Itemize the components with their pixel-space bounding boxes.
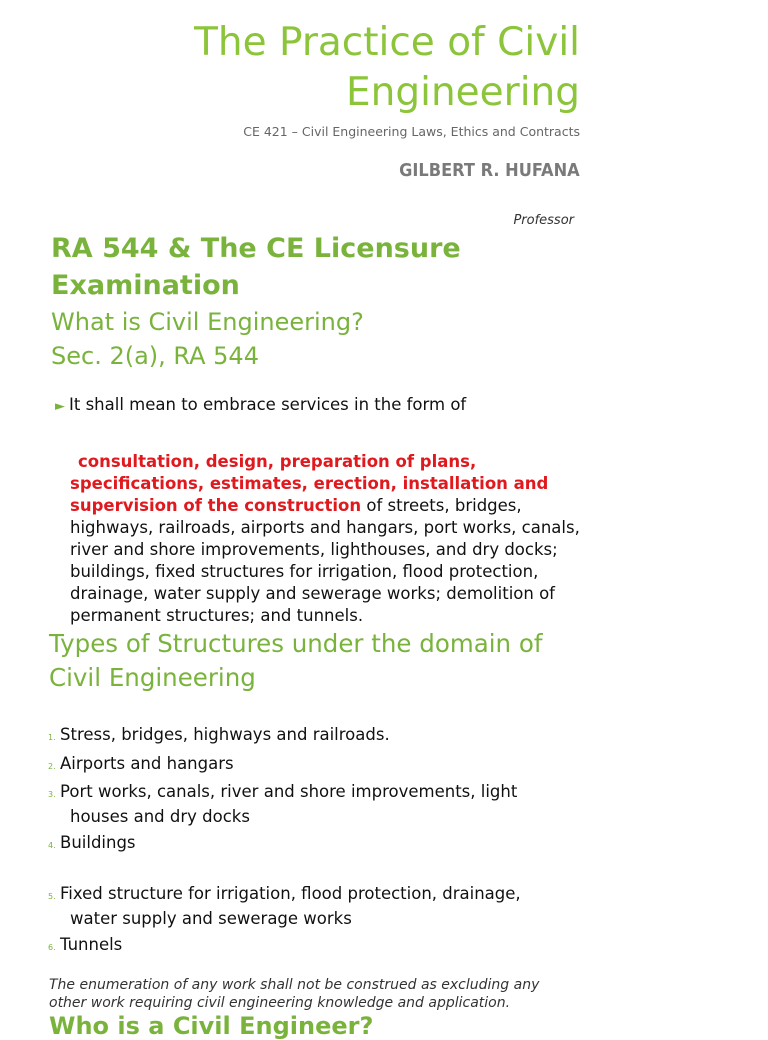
triangle-bullet-icon: ► — [55, 399, 65, 414]
subheading-line-1: What is Civil Engineering? — [51, 308, 364, 336]
definition-rest: of streets, bridges, highways, railroads, airports and hangars, port works, canals, river and shore improvements, lighthouses, and dry docks; buildings, fixed structures for irrigation, flood protection, drainage, water supply and sewerage works; demolition of permanent structures; and tunnels. — [70, 496, 580, 625]
definition-paragraph — [70, 451, 590, 627]
list-item: 2. Airports and hangars — [48, 754, 234, 773]
list-item: 3. Port works, canals, river and shore improvements, light houses and dry docks — [48, 782, 518, 826]
bullet-text: It shall mean to embrace services in the form of — [69, 395, 467, 414]
next-section-heading: Who is a Civil Engineer? — [49, 1012, 374, 1040]
list-item: 6. Tunnels — [48, 935, 123, 954]
definition-bullet — [55, 395, 466, 414]
course-subtitle: CE 421 – Civil Engineering Laws, Ethics and Contracts — [243, 124, 580, 139]
section-heading-line-2: Examination — [51, 270, 240, 301]
types-heading-line-2: Civil Engineering — [49, 663, 256, 692]
enumeration-note: The enumeration of any work shall not be construed as excluding any other work requiring civil engineering knowledge and application. — [49, 977, 540, 1011]
title-line-1: The Practice of Civil — [194, 20, 580, 65]
list-item: 5. Fixed structure for irrigation, flood protection, drainage, water supply and sewerage works — [48, 884, 521, 928]
section-heading-line-1: RA 544 & The CE Licensure — [51, 233, 461, 264]
highlighted-services: consultation, design, preparation of plans, specifications, estimates, erection, installation and supervision of the construction — [70, 452, 549, 515]
list-item: 4. Buildings — [48, 833, 136, 852]
list-item: 1. Stress, bridges, highways and railroads. — [48, 725, 390, 744]
title-line-2: Engineering — [346, 70, 580, 115]
subheading-line-2: Sec. 2(a), RA 544 — [51, 342, 259, 370]
author-role: Professor — [513, 213, 574, 228]
types-heading-line-1: Types of Structures under the domain of — [49, 629, 543, 658]
author-name: GILBERT R. HUFANA — [399, 160, 580, 181]
